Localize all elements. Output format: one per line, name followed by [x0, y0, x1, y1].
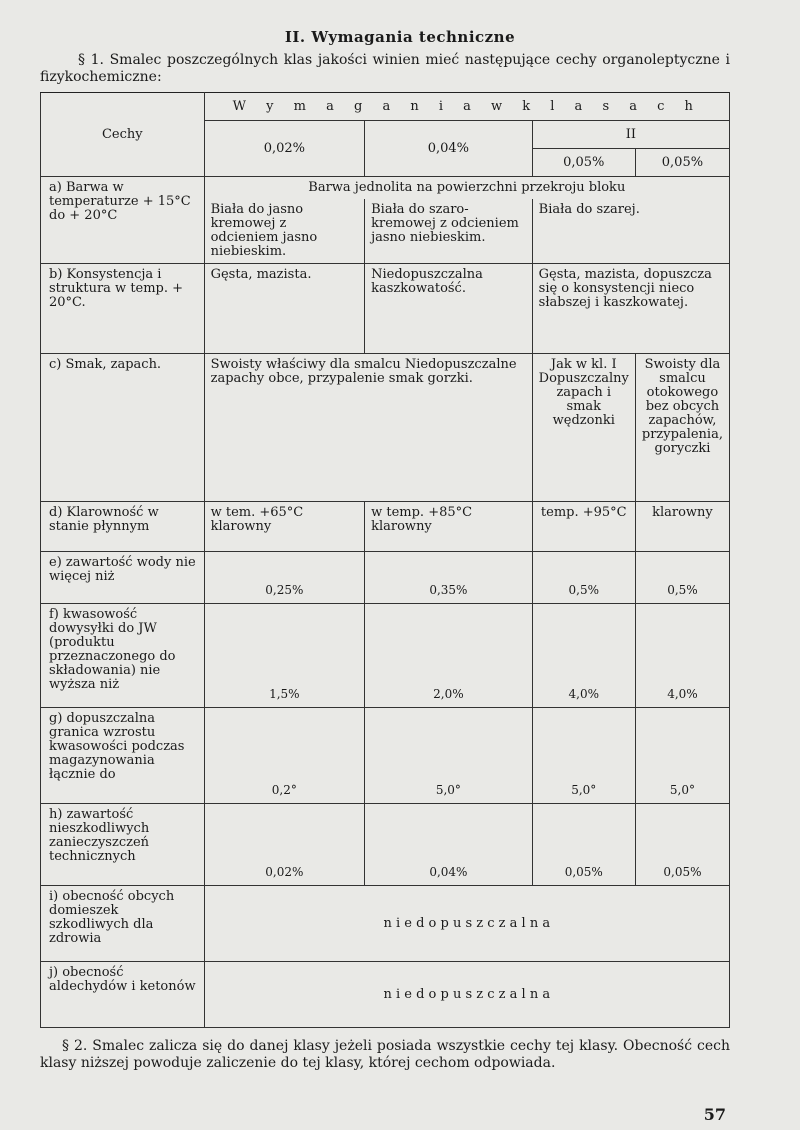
b-ii: Gęsta, mazista, dopuszcza się o konsystencji nieco słabszej i kaszkowatej. — [532, 264, 729, 354]
e-ip: 0,35% — [365, 552, 533, 604]
g-ip: 5,0° — [365, 708, 533, 804]
section-heading: II. Wymagania techniczne — [284, 28, 516, 46]
f-ip: 2,0% — [365, 604, 533, 708]
a-ip: Biała do szaro-kremowej z odcieniem jasno niebieskim. — [365, 199, 533, 264]
feature-e: e) zawartość wody nie więcej niż — [41, 552, 205, 604]
a-common: Barwa jednolita na powierzchni przekroju bloku — [204, 177, 729, 200]
d-d: temp. +95°C — [532, 502, 635, 552]
e-extra: 0,25% — [204, 552, 365, 604]
feature-b: b) Konsystencja i struktura w temp. + 20°C. — [41, 264, 205, 354]
feature-j: j) obecność aldechydów i ketonów — [41, 962, 205, 1028]
d-ip: w temp. +85°C klarowny — [365, 502, 533, 552]
feature-h: h) zawartość nieszkodliwych zanieczyszczeń technicznych — [41, 804, 205, 886]
a-extra: Biała do jasno kremowej z odcieniem jasno niebieskim. — [204, 199, 365, 264]
closing-paragraph: § 2. Smalec zalicza się do danej klasy jeżeli posiada wszystkie cechy tej klasy. Obecność cech klasy niższej powoduje zaliczenie do tej klasy, której cechom odpowiada. — [40, 1038, 730, 1071]
feature-a: a) Barwa w temperaturze + 15°C do + 20°C — [41, 177, 205, 264]
feature-i: i) obecność obcych domieszek szkodliwych dla zdrowia — [41, 886, 205, 962]
page-number: 57 — [703, 1105, 726, 1124]
i-value: n i e d o p u s z c z a l n a — [204, 886, 729, 962]
f-d: 4,0% — [532, 604, 635, 708]
e-d: 0,5% — [532, 552, 635, 604]
d-do: klarowny — [635, 502, 729, 552]
h-extra: 0,02% — [204, 804, 365, 886]
g-extra: 0,2° — [204, 708, 365, 804]
requirements-table — [40, 92, 730, 1028]
a-ii: Biała do szarej. — [532, 199, 729, 264]
c-extra-ip: Swoisty właściwy dla smalcu Niedopuszczalne zapachy obce, przypalenie smak gorzki. — [204, 354, 532, 502]
feature-c: c) Smak, zapach. — [41, 354, 205, 502]
c-do: Swoisty dla smalcu otokowego bez obcych zapachów, przypalenia, goryczki — [635, 354, 729, 502]
header-cechy: Cechy — [41, 93, 205, 177]
feature-g: g) dopuszczalna granica wzrostu kwasowości podczas magazynowania łącznie do — [41, 708, 205, 804]
d-extra: w tem. +65°C klarowny — [204, 502, 365, 552]
e-do: 0,5% — [635, 552, 729, 604]
h-d: 0,05% — [532, 804, 635, 886]
intro-paragraph: § 1. Smalec poszczególnych klas jakości winien mieć następujące cechy organoleptyczne i fizykochemiczne: — [40, 52, 730, 85]
b-extra: Gęsta, mazista. — [204, 264, 365, 354]
h-ip: 0,04% — [365, 804, 533, 886]
header-wymagania: W y m a g a n i a w k l a s a c h — [204, 93, 729, 121]
c-d: Jak w kl. I Dopuszczalny zapach i smak wędzonki — [532, 354, 635, 502]
g-d: 5,0° — [532, 708, 635, 804]
header-extra: 0,02% — [204, 121, 365, 177]
h-do: 0,05% — [635, 804, 729, 886]
header-do: 0,05% — [635, 149, 729, 177]
feature-f: f) kwasowość dowysyłki do JW (produktu przeznaczonego do składowania) nie wyższa niż — [41, 604, 205, 708]
g-do: 5,0° — [635, 708, 729, 804]
header-ii: II — [532, 121, 729, 149]
header-ip: 0,04% — [365, 121, 533, 177]
f-do: 4,0% — [635, 604, 729, 708]
f-extra: 1,5% — [204, 604, 365, 708]
feature-d: d) Klarowność w stanie płynnym — [41, 502, 205, 552]
j-value: n i e d o p u s z c z a l n a — [204, 962, 729, 1028]
header-d: 0,05% — [532, 149, 635, 177]
b-ip: Niedopuszczalna kaszkowatość. — [365, 264, 533, 354]
